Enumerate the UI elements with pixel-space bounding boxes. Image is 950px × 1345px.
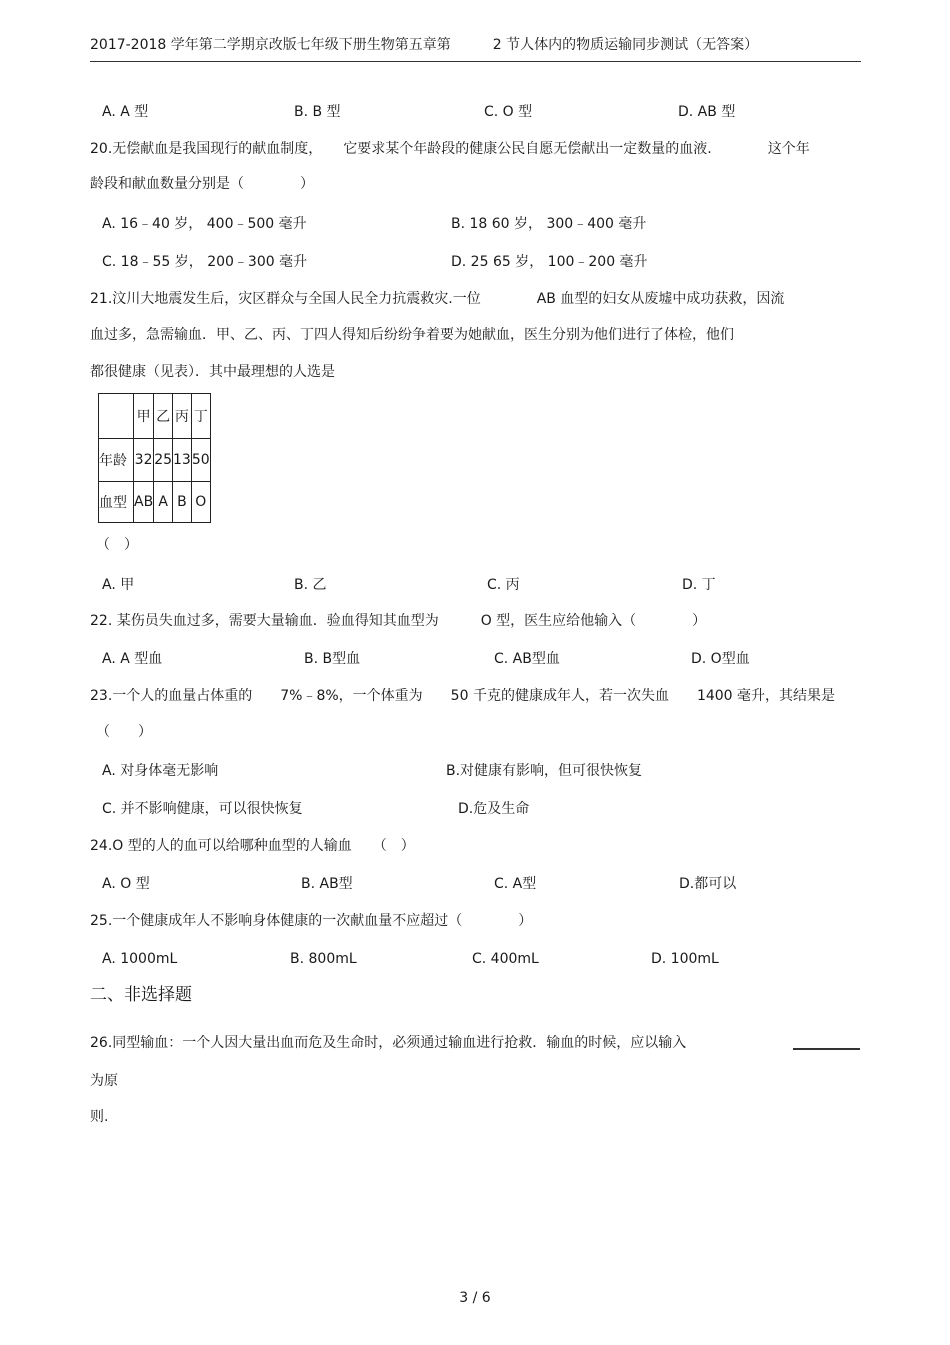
- q22-option-d: D. O型血: [691, 651, 750, 667]
- table-cell: 血型: [99, 482, 134, 523]
- q21-stem-line2: 血过多，急需输血．甲、乙、丙、丁四人得知后纷纷争着要为她献血，医生分别为他们进行了体检，他们: [90, 327, 734, 343]
- table-cell: 25: [154, 439, 173, 482]
- table-cell: A: [154, 482, 173, 523]
- q22-option-b: B. B型血: [304, 651, 361, 667]
- table-cell: 丙: [173, 394, 192, 439]
- q23-option-a: A. 对身体毫无影响: [102, 763, 219, 779]
- table-cell: 32: [134, 439, 154, 482]
- table-cell: O: [191, 482, 210, 523]
- section-heading: 二、非选择题: [90, 985, 192, 1005]
- q25-option-d: D. 100mL: [651, 951, 719, 967]
- q23-option-d: D.危及生命: [458, 801, 530, 817]
- q20-option-b: B. 18 60 岁， 300﹣400 毫升: [451, 216, 647, 232]
- q24-stem: 24.O 型的人的血可以给哪种血型的人输血 （ ）: [90, 838, 415, 854]
- table-cell: 50: [191, 439, 210, 482]
- table-cell: 丁: [191, 394, 210, 439]
- q21-stem-line1: 21.汶川大地震发生后，灾区群众与全国人民全力抗震救灾.一位 AB 血型的妇女从废墟中成功获救，因流: [90, 291, 785, 307]
- q21-option-d: D. 丁: [682, 577, 716, 593]
- q25-option-b: B. 800mL: [290, 951, 357, 967]
- q21-option-c: C. 丙: [487, 577, 520, 593]
- q21-answer-paren: （ ）: [96, 537, 138, 553]
- q23-option-b: B.对健康有影响，但可很快恢复: [446, 763, 643, 779]
- q23-stem-line1: 23.一个人的血量占体重的 7%﹣8%，一个体重为 50 千克的健康成年人，若一次失血 1400 毫升，其结果是: [90, 688, 836, 704]
- q20-stem-line1: 20.无偿献血是我国现行的献血制度， 它要求某个年龄段的健康公民自愿无偿献出一定数量的血液. 这个年: [90, 141, 810, 157]
- table-row: [99, 439, 211, 482]
- q21-option-b: B. 乙: [294, 577, 327, 593]
- q21-option-a: A. 甲: [102, 577, 135, 593]
- q20-option-a: A. 16﹣40 岁， 400﹣500 毫升: [102, 216, 307, 232]
- q24-option-c: C. A型: [494, 876, 537, 892]
- q25-option-c: C. 400mL: [472, 951, 539, 967]
- table-cell: AB: [134, 482, 154, 523]
- q25-stem: 25.一个健康成年人不影响身体健康的一次献血量不应超过（ ）: [90, 913, 533, 929]
- q23-stem-line2: （ ）: [96, 724, 152, 740]
- table-row: [99, 394, 211, 439]
- q20-stem-line2: 龄段和献血数量分别是（ ）: [90, 176, 314, 192]
- q26-stem-line2: 为原: [90, 1073, 118, 1089]
- table-cell: 乙: [154, 394, 173, 439]
- table-cell: 年龄: [99, 439, 134, 482]
- table-cell: [99, 394, 134, 439]
- q24-option-b: B. AB型: [301, 876, 353, 892]
- page-header: 2017-2018 学年第二学期京改版七年级下册生物第五章第 2 节人体内的物质运输同步测试（无答案）: [90, 37, 759, 53]
- table-cell: 13: [173, 439, 192, 482]
- page-number: 3 / 6: [459, 1290, 491, 1306]
- table-cell: 甲: [134, 394, 154, 439]
- q24-option-a: A. O 型: [102, 876, 150, 892]
- q23-option-c: C. 并不影响健康，可以很快恢复: [102, 801, 303, 817]
- q19-option-c: C. O 型: [484, 104, 533, 120]
- q22-option-c: C. AB型血: [494, 651, 560, 667]
- donor-table: [98, 393, 211, 523]
- q22-option-a: A. A 型血: [102, 651, 163, 667]
- q21-stem-line3: 都很健康（见表）．其中最理想的人选是: [90, 364, 335, 380]
- q20-option-d: D. 25 65 岁， 100﹣200 毫升: [451, 254, 648, 270]
- q25-option-a: A. 1000mL: [102, 951, 178, 967]
- header-divider: [90, 61, 861, 62]
- q19-option-b: B. B 型: [294, 104, 341, 120]
- q22-stem: 22. 某伤员失血过多，需要大量输血．验血得知其血型为 O 型，医生应给他输入（ ）: [90, 613, 707, 629]
- q19-option-a: A. A 型: [102, 104, 149, 120]
- table-row: [99, 482, 211, 523]
- q26-stem-line1: 26.同型输血：一个人因大量出血而危及生命时，必须通过输血进行抢救．输血的时候，应以输入: [90, 1035, 687, 1051]
- q26-stem-line3: 则.: [90, 1109, 109, 1125]
- answer-blank[interactable]: [793, 1048, 860, 1050]
- q24-option-d: D.都可以: [679, 876, 737, 892]
- q20-option-c: C. 18﹣55 岁， 200﹣300 毫升: [102, 254, 308, 270]
- q19-option-d: D. AB 型: [678, 104, 736, 120]
- table-cell: B: [173, 482, 192, 523]
